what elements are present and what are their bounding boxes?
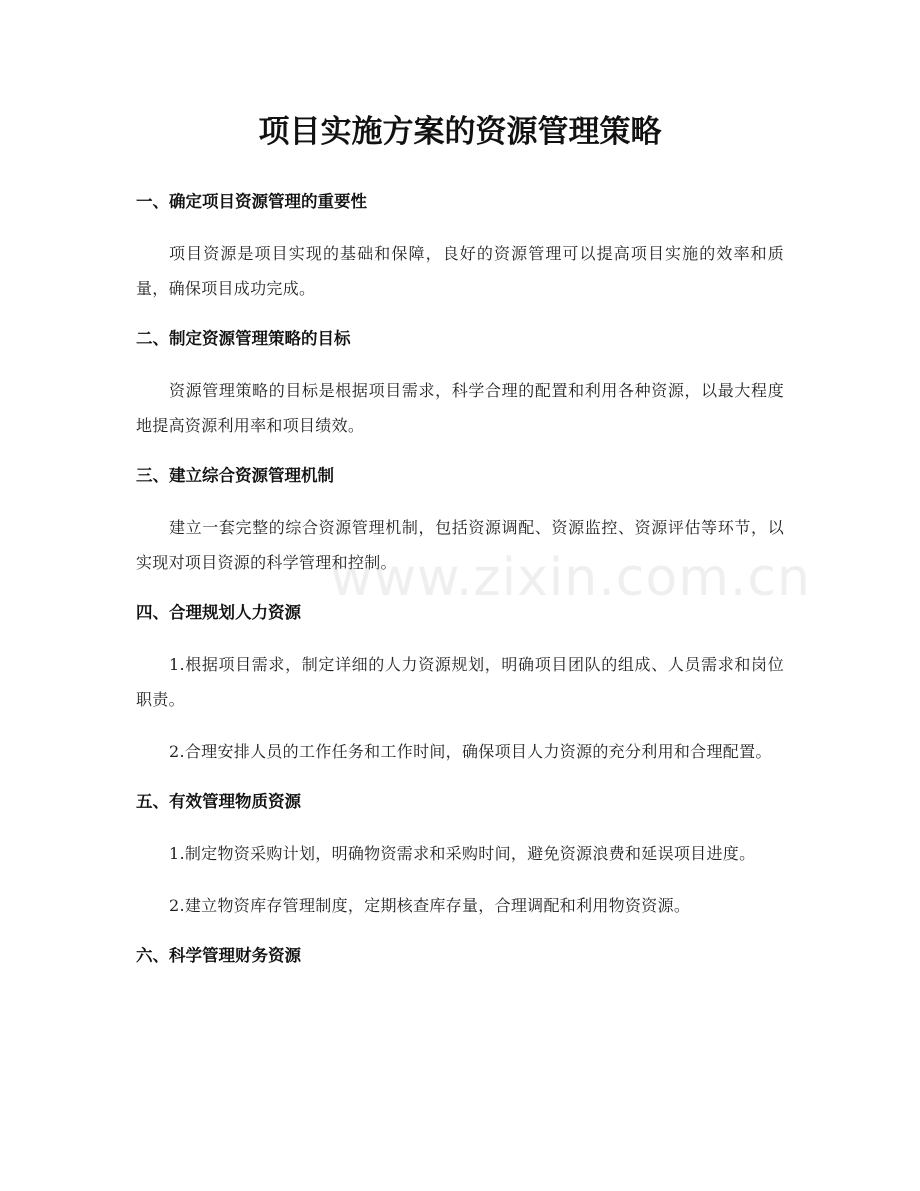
section-heading: 五、有效管理物质资源 <box>136 792 301 811</box>
document-body <box>136 186 784 990</box>
section-paragraph: 建立一套完整的综合资源管理机制，包括资源调配、资源监控、资源评估等环节，以实现对项目资源的科学管理和控制。 <box>136 518 784 572</box>
section-paragraph: 2.合理安排人员的工作任务和工作时间，确保项目人力资源的充分利用和合理配置。 <box>169 742 772 761</box>
section-2 <box>136 323 784 443</box>
section-heading: 一、确定项目资源管理的重要性 <box>136 192 367 211</box>
page-title: 项目实施方案的资源管理策略 <box>258 114 662 150</box>
section-heading: 四、合理规划人力资源 <box>136 603 301 622</box>
section-paragraph: 项目资源是项目实现的基础和保障，良好的资源管理可以提高项目实施的效率和质量，确保项目成功完成。 <box>136 244 784 298</box>
section-5 <box>136 786 784 923</box>
section-heading: 二、制定资源管理策略的目标 <box>136 329 351 348</box>
section-paragraph: 1.制定物资采购计划，明确物资需求和采购时间，避免资源浪费和延误项目进度。 <box>169 844 756 863</box>
section-paragraph: 资源管理策略的目标是根据项目需求，科学合理的配置和利用各种资源，以最大程度地提高资源利用率和项目绩效。 <box>136 381 784 435</box>
section-paragraph: 2.建立物资库存管理制度，定期核查库存量，合理调配和利用物资资源。 <box>169 896 691 915</box>
section-3 <box>136 460 784 580</box>
section-4 <box>136 597 784 769</box>
section-1 <box>136 186 784 306</box>
section-heading: 六、科学管理财务资源 <box>136 946 301 965</box>
watermark: www.zixin.com.cn <box>330 548 811 608</box>
section-6 <box>136 940 784 972</box>
section-paragraph: 1.根据项目需求，制定详细的人力资源规划，明确项目团队的组成、人员需求和岗位职责。 <box>136 655 784 709</box>
section-heading: 三、建立综合资源管理机制 <box>136 466 334 485</box>
